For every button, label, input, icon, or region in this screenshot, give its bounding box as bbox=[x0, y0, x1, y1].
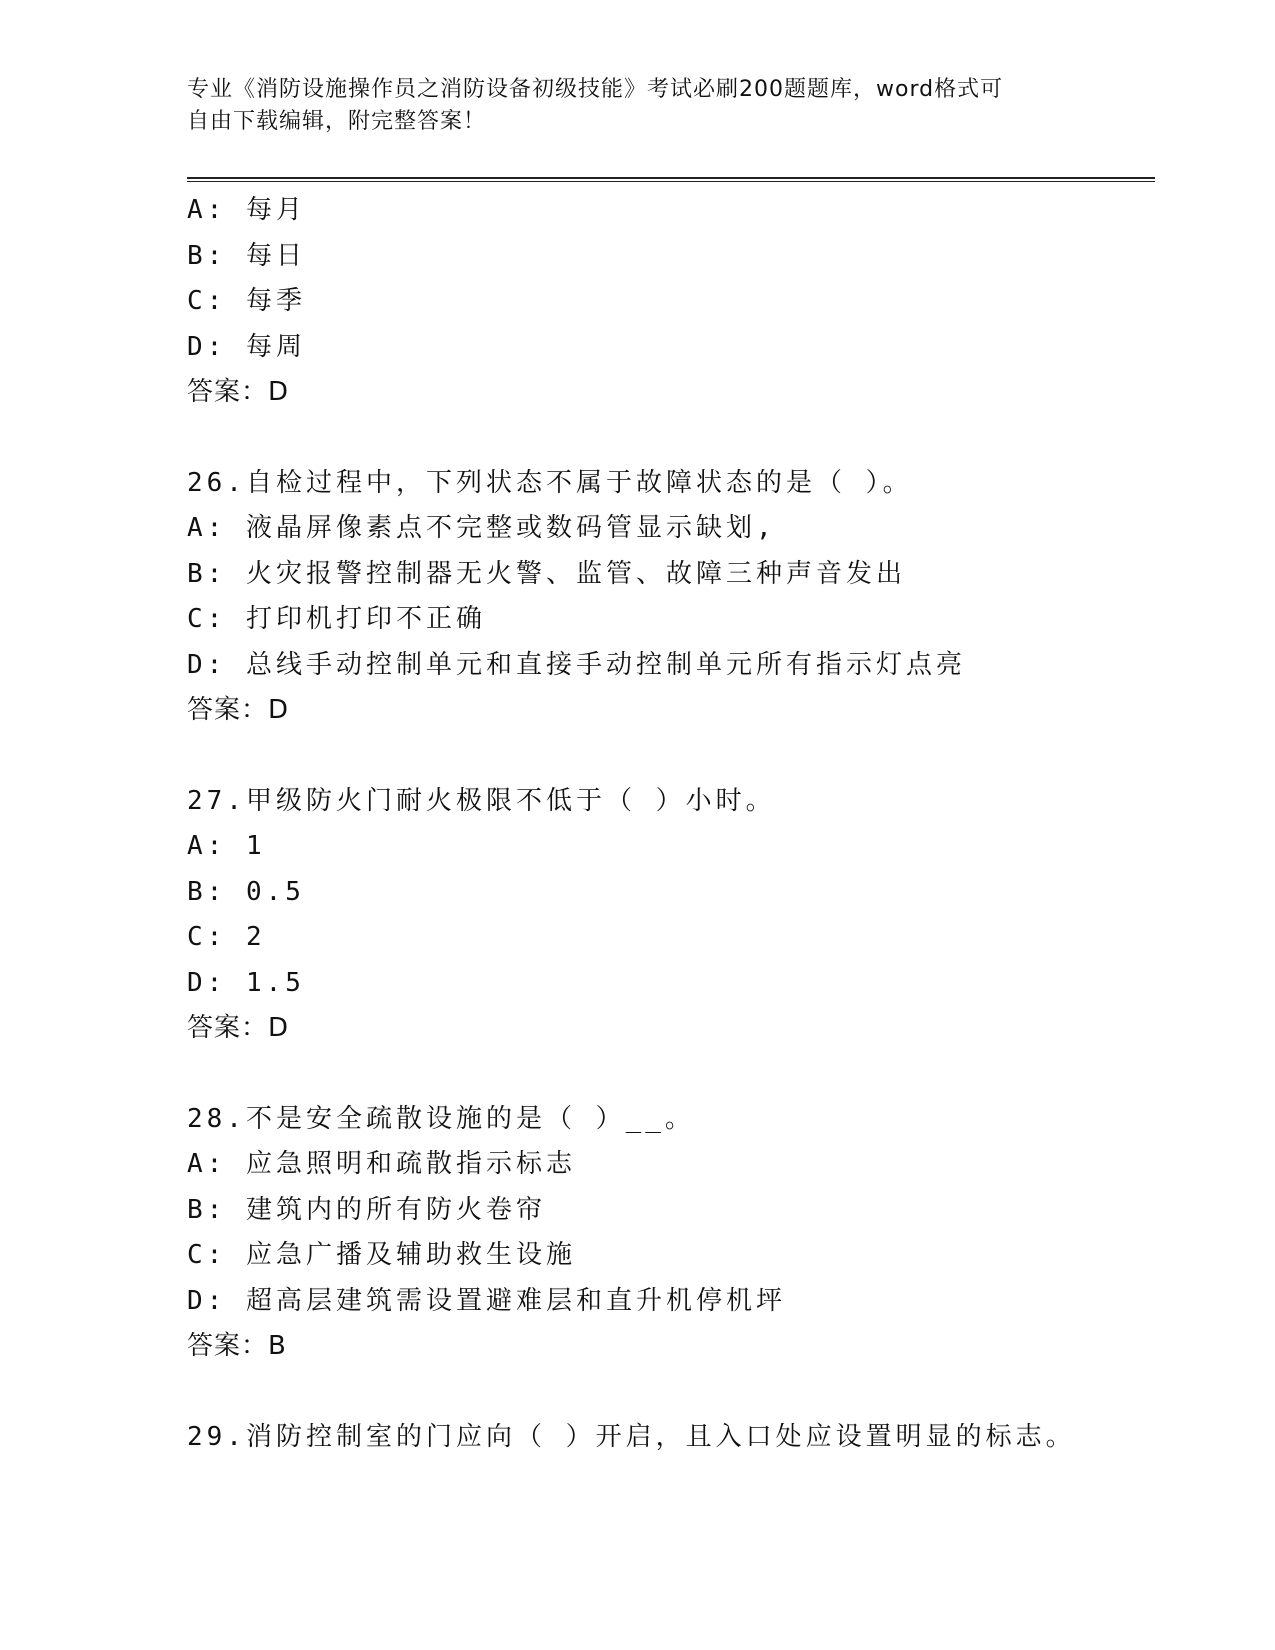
answer-label: 答案：B bbox=[187, 1331, 287, 1361]
question-stem: 27.甲级防火门耐火极限不低于（ ）小时。 bbox=[187, 785, 776, 816]
question-26 bbox=[187, 461, 1155, 734]
header-line-2: 自由下载编辑，附完整答案！ bbox=[187, 109, 487, 134]
answer-label: 答案：D bbox=[187, 377, 290, 407]
option-a: A: 液晶屏像素点不完整或数码管显示缺划, bbox=[187, 513, 776, 543]
spacer bbox=[187, 734, 1155, 779]
option-c: C: 打印机打印不正确 bbox=[187, 604, 486, 634]
option-d: D: 每周 bbox=[187, 331, 306, 362]
option-c: C: 2 bbox=[187, 922, 266, 952]
question-stem: 28.不是安全疏散设施的是（ ）__。 bbox=[187, 1103, 695, 1134]
header-line-1: 专业《消防设施操作员之消防设备初级技能》考试必刷200题题库，word格式可 bbox=[187, 77, 1004, 102]
answer-label: 答案：D bbox=[187, 1013, 290, 1043]
question-29 bbox=[187, 1415, 1155, 1461]
document-header bbox=[187, 74, 1067, 138]
question-stem: 29.消防控制室的门应向（ ）开启，且入口处应设置明显的标志。 bbox=[187, 1421, 1076, 1452]
header-divider-thick bbox=[187, 177, 1155, 179]
spacer bbox=[187, 416, 1155, 461]
option-c: C: 每季 bbox=[187, 286, 306, 316]
answer-label: 答案：D bbox=[187, 695, 290, 725]
option-a: A: 应急照明和疏散指示标志 bbox=[187, 1149, 576, 1179]
option-d: D: 1.5 bbox=[187, 967, 305, 998]
question-25-continued bbox=[187, 188, 1155, 416]
question-stem: 26.自检过程中，下列状态不属于故障状态的是（ ）。 bbox=[187, 467, 913, 498]
option-b: B: 火灾报警控制器无火警、监管、故障三种声音发出 bbox=[187, 558, 906, 589]
option-b: B: 每日 bbox=[187, 240, 306, 271]
spacer bbox=[187, 1052, 1155, 1097]
header-divider-thin bbox=[187, 181, 1155, 182]
option-a: A: 1 bbox=[187, 831, 266, 861]
option-a: A: 每月 bbox=[187, 195, 306, 225]
option-d: D: 超高层建筑需设置避难层和直升机停机坪 bbox=[187, 1285, 786, 1316]
question-27 bbox=[187, 779, 1155, 1052]
question-list bbox=[187, 188, 1155, 1460]
option-d: D: 总线手动控制单元和直接手动控制单元所有指示灯点亮 bbox=[187, 649, 966, 680]
option-c: C: 应急广播及辅助救生设施 bbox=[187, 1240, 576, 1270]
option-b: B: 建筑内的所有防火卷帘 bbox=[187, 1194, 546, 1225]
spacer bbox=[187, 1370, 1155, 1415]
option-b: B: 0.5 bbox=[187, 876, 305, 907]
question-28 bbox=[187, 1097, 1155, 1370]
